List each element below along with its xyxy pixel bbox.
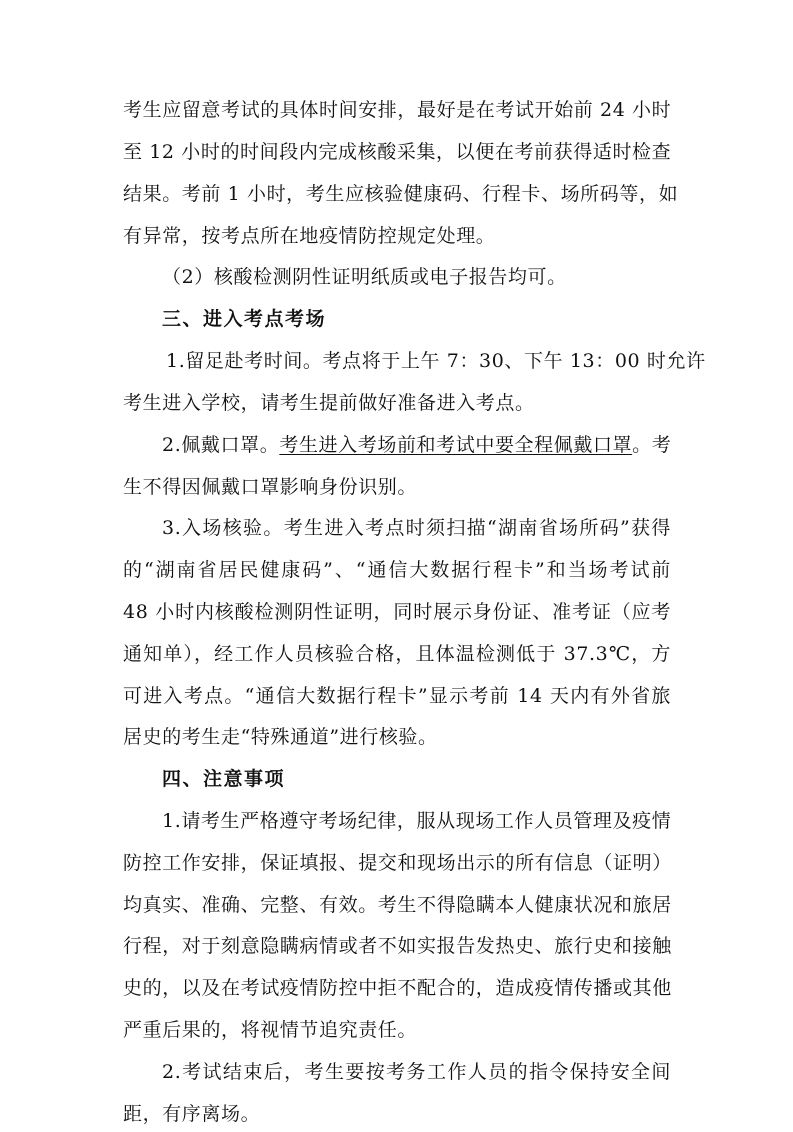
- section-heading-3: 三、进入考点考场: [162, 308, 327, 330]
- paragraph-line: 1.请考生严格遵守考场纪律，服从现场工作人员管理及疫情: [162, 810, 672, 832]
- item-tail: 。考: [632, 434, 672, 456]
- paragraph-line: 均真实、准确、完整、有效。考生不得隐瞒本人健康状况和旅居: [123, 894, 672, 916]
- paragraph-line: 距，有序离场。: [123, 1103, 261, 1125]
- paragraph-line: 居史的考生走“特殊通道”进行核验。: [123, 726, 438, 748]
- paragraph-line: 3.入场核验。考生进入考点时须扫描“湖南省场所码”获得: [162, 517, 671, 539]
- paragraph-line: 行程，对于刻意隐瞒病情或者不如实报告发热史、旅行史和接触: [123, 935, 672, 957]
- paragraph-line: （2）核酸检测阴性证明纸质或电子报告均可。: [162, 266, 567, 288]
- paragraph-line: 生不得因佩戴口罩影响身份识别。: [123, 476, 418, 498]
- underlined-requirement: 考生进入考场前和考试中要全程佩戴口罩: [279, 434, 633, 456]
- paragraph-line: 通知单），经工作人员核验合格，且体温检测低于 37.3℃，方: [123, 643, 671, 665]
- paragraph-line: 结果。考前 1 小时，考生应核验健康码、行程卡、场所码等，如: [123, 183, 679, 205]
- paragraph-line: 严重后果的，将视情节追究责任。: [123, 1019, 418, 1041]
- paragraph-line: 史的，以及在考试疫情防控中拒不配合的，造成疫情传播或其他: [123, 977, 672, 999]
- paragraph-line: 防控工作安排，保证填报、提交和现场出示的所有信息（证明）: [123, 852, 672, 874]
- paragraph-line: 可进入考点。“通信大数据行程卡”显示考前 14 天内有外省旅: [123, 685, 671, 707]
- paragraph-line: 至 12 小时的时间段内完成核酸采集，以便在考前获得适时检查: [123, 141, 672, 163]
- paragraph-line: [162, 427, 671, 463]
- section-heading-4: 四、注意事项: [162, 768, 286, 790]
- paragraph-line: 考生应留意考试的具体时间安排，最好是在考试开始前 24 小时: [123, 99, 672, 121]
- paragraph-line: 有异常，按考点所在地疫情防控规定处理。: [123, 225, 496, 247]
- paragraph-line: 1.留足赴考时间。考点将于上午 7：30、下午 13：00 时允许: [166, 350, 706, 372]
- paragraph-line: 48 小时内核酸检测阴性证明，同时展示身份证、准考证（应考: [123, 601, 671, 623]
- paragraph-line: 2.考试结束后，考生要按考务工作人员的指令保持安全间: [162, 1061, 671, 1083]
- paragraph-line: 的“湖南省居民健康码”、“通信大数据行程卡”和当场考试前: [123, 559, 671, 581]
- paragraph-line: 考生进入学校，请考生提前做好准备进入考点。: [123, 392, 535, 414]
- item-lead: 2.佩戴口罩。: [162, 434, 280, 456]
